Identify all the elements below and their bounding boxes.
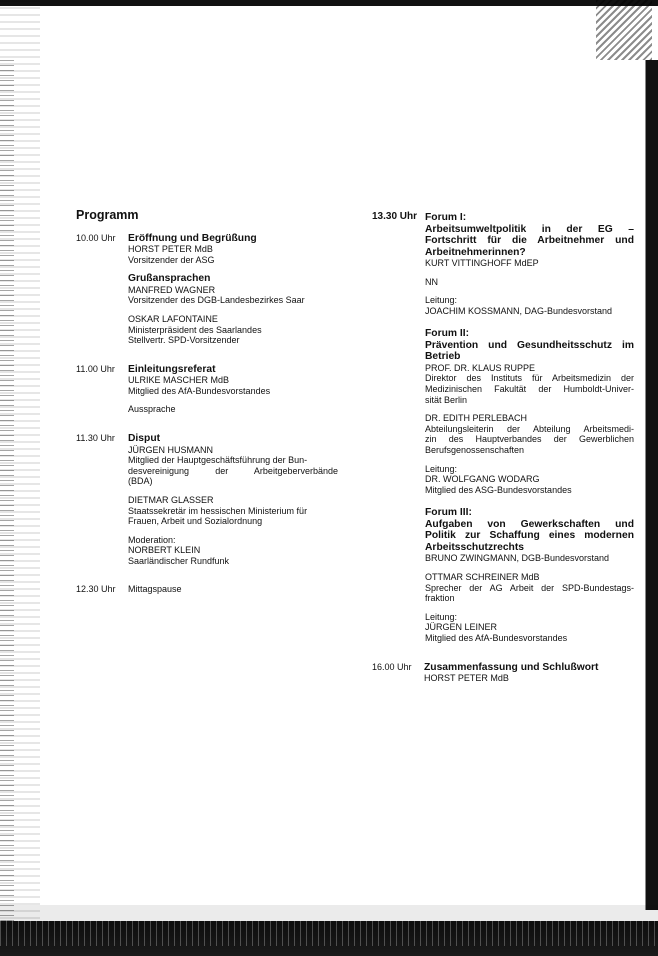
forum-2-lead bbox=[425, 464, 634, 496]
entry-speaker bbox=[128, 285, 338, 306]
program-entry bbox=[76, 584, 338, 595]
forum-2 bbox=[425, 328, 634, 405]
speaker-name: NN bbox=[425, 276, 438, 287]
speaker-name: DR. WOLFGANG WODARG bbox=[425, 474, 540, 485]
speaker-name: OTTMAR SCHREINER MdB bbox=[425, 572, 540, 582]
lead-label: Leitung: bbox=[425, 295, 458, 306]
entry-moderation bbox=[128, 535, 338, 567]
speaker-role: Stellvertr. SPD-Vorsitzender bbox=[128, 335, 240, 346]
speaker-name: DR. EDITH PERLEBACH bbox=[425, 413, 528, 424]
entry-title: Zusammenfassung und Schlußwort bbox=[424, 661, 599, 673]
entry-content bbox=[128, 433, 338, 574]
entry-speaker bbox=[128, 375, 338, 396]
speaker-name: MANFRED WAGNER bbox=[128, 284, 216, 295]
program-entry bbox=[76, 433, 338, 574]
speaker-name: NORBERT KLEIN bbox=[128, 545, 201, 556]
speaker-role: Mitglied der Hauptgeschäftsführung der Bun- bbox=[128, 455, 308, 466]
entry-plain-text: Mittagspause bbox=[128, 584, 182, 595]
forum-title: Politik zur Schaffung eines modernen bbox=[425, 530, 634, 542]
speaker-role: Saarländischer Rundfunk bbox=[128, 555, 230, 566]
entry-time: 12.30 Uhr bbox=[76, 584, 116, 595]
entry-time: 16.00 Uhr bbox=[372, 661, 412, 672]
program-entry bbox=[76, 364, 338, 423]
entry-time: 13.30 Uhr bbox=[372, 211, 418, 222]
speaker-name: KURT VITTINGHOFF MdEP bbox=[425, 258, 539, 268]
program-heading: Programm bbox=[76, 208, 139, 222]
speaker-name: PROF. DR. KLAUS RUPPE bbox=[425, 362, 536, 373]
speaker-name: JOACHIM KOSSMANN, DAG-Bundesvorstand bbox=[425, 305, 613, 316]
scan-noise-bottom bbox=[0, 920, 658, 946]
speaker-role: desvereinigung der Arbeitgeberverbände bbox=[128, 465, 338, 476]
entry-title: Eröffnung und Begrüßung bbox=[128, 232, 257, 244]
speaker-role: Mitglied des AfA-Bundesvorstandes bbox=[128, 385, 271, 396]
program-entry bbox=[76, 233, 338, 354]
speaker-role: Direktor des Instituts für Arbeitsmedizin der bbox=[425, 373, 634, 384]
speaker-role: Abteilungsleiterin der Abteilung Arbeitsmedi- bbox=[425, 423, 634, 434]
forum-label: Forum I: bbox=[425, 212, 467, 223]
forum-title: Arbeitnehmerinnen? bbox=[425, 246, 526, 258]
entry-note bbox=[128, 404, 338, 415]
forum-label: Forum II: bbox=[425, 328, 470, 340]
speaker-role: Sprecher der AG Arbeit der SPD-Bundestags- bbox=[425, 582, 634, 593]
scan-edge-top bbox=[0, 0, 658, 6]
forum-title: Arbeitsschutzrechts bbox=[425, 541, 524, 553]
speaker-role: Staatssekretär im hessischen Ministerium für bbox=[128, 505, 308, 516]
forum-title: Prävention und Gesundheitsschutz im bbox=[425, 339, 634, 351]
forum-label: Forum III: bbox=[425, 507, 472, 519]
forum-3-lead bbox=[425, 612, 634, 644]
entry-title: Disput bbox=[128, 433, 161, 445]
entry-content bbox=[425, 212, 634, 652]
note-text: Aussprache bbox=[128, 404, 176, 415]
speaker-role: zin des Hauptverbandes der Gewerblichen bbox=[425, 434, 634, 445]
scan-smudge-top-right bbox=[596, 0, 652, 60]
entry-speaker bbox=[128, 244, 338, 265]
lead-label: Leitung: bbox=[425, 611, 458, 622]
forum-title: Aufgaben von Gewerkschaften und bbox=[425, 518, 634, 530]
speaker-role: fraktion bbox=[425, 593, 455, 604]
speaker-role: Vorsitzender des DGB-Landesbezirkes Saar bbox=[128, 295, 305, 306]
entry-subtitle: Grußansprachen bbox=[128, 273, 211, 285]
entry-title: Einleitungsreferat bbox=[128, 363, 216, 375]
forum-title: Fortschritt für die Arbeitnehmer und bbox=[425, 235, 634, 246]
entry-content bbox=[128, 364, 338, 423]
forum-title: Betrieb bbox=[425, 351, 461, 363]
speaker-name: JÜRGEN HUSMANN bbox=[128, 444, 214, 455]
program-right-column bbox=[372, 210, 634, 694]
speaker-role: Mitglied des AfA-Bundesvorstandes bbox=[425, 632, 568, 643]
entry-content bbox=[424, 662, 634, 684]
entry-speaker bbox=[128, 495, 338, 527]
entry-time: 10.00 Uhr bbox=[76, 232, 116, 243]
speaker-name: DIETMAR GLASSER bbox=[128, 494, 214, 505]
speaker-name: HORST PETER MdB bbox=[424, 673, 509, 684]
speaker-name: ULRIKE MASCHER MdB bbox=[128, 375, 230, 386]
forum-1-speaker bbox=[425, 277, 634, 288]
forum-2-speaker bbox=[425, 413, 634, 455]
speaker-role: Mitglied des ASG-Bundesvorstandes bbox=[425, 484, 572, 495]
program-entry-forums bbox=[372, 212, 634, 652]
scan-edge-right bbox=[640, 60, 658, 910]
forum-1-lead bbox=[425, 295, 634, 316]
speaker-role: Vorsitzender der ASG bbox=[128, 254, 215, 265]
speaker-role: (BDA) bbox=[128, 476, 153, 487]
entry-time: 11.30 Uhr bbox=[76, 433, 115, 444]
speaker-name: OSKAR LAFONTAINE bbox=[128, 313, 218, 324]
moderation-label: Moderation: bbox=[128, 534, 176, 545]
program-left-column bbox=[76, 210, 338, 605]
entry-content bbox=[128, 584, 338, 595]
forum-3-speaker bbox=[425, 572, 634, 604]
forum-1 bbox=[425, 212, 634, 269]
entry-speaker bbox=[128, 314, 338, 346]
speaker-name: BRUNO ZWINGMANN, DGB-Bundesvorstand bbox=[425, 553, 610, 564]
speaker-role: Medizinischen Fakultät der Humboldt-Univer- bbox=[425, 384, 634, 395]
scan-edge-left-dark bbox=[0, 60, 14, 940]
speaker-role: sität Berlin bbox=[425, 394, 468, 405]
lead-label: Leitung: bbox=[425, 463, 458, 474]
speaker-role: Ministerpräsident des Saarlandes bbox=[128, 324, 262, 335]
entry-time: 11.00 Uhr bbox=[76, 363, 115, 374]
forum-title: Arbeitsumweltpolitik in der EG – bbox=[425, 223, 634, 235]
entry-speaker bbox=[128, 445, 338, 487]
forum-3 bbox=[425, 507, 634, 564]
entry-content bbox=[128, 233, 338, 354]
speaker-name: HORST PETER MdB bbox=[128, 244, 213, 255]
speaker-role: Berufsgenossenschaften bbox=[425, 445, 525, 456]
program-entry-closing bbox=[372, 662, 634, 684]
speaker-name: JÜRGEN LEINER bbox=[425, 622, 498, 633]
speaker-role: Frauen, Arbeit und Sozialordnung bbox=[128, 516, 263, 527]
